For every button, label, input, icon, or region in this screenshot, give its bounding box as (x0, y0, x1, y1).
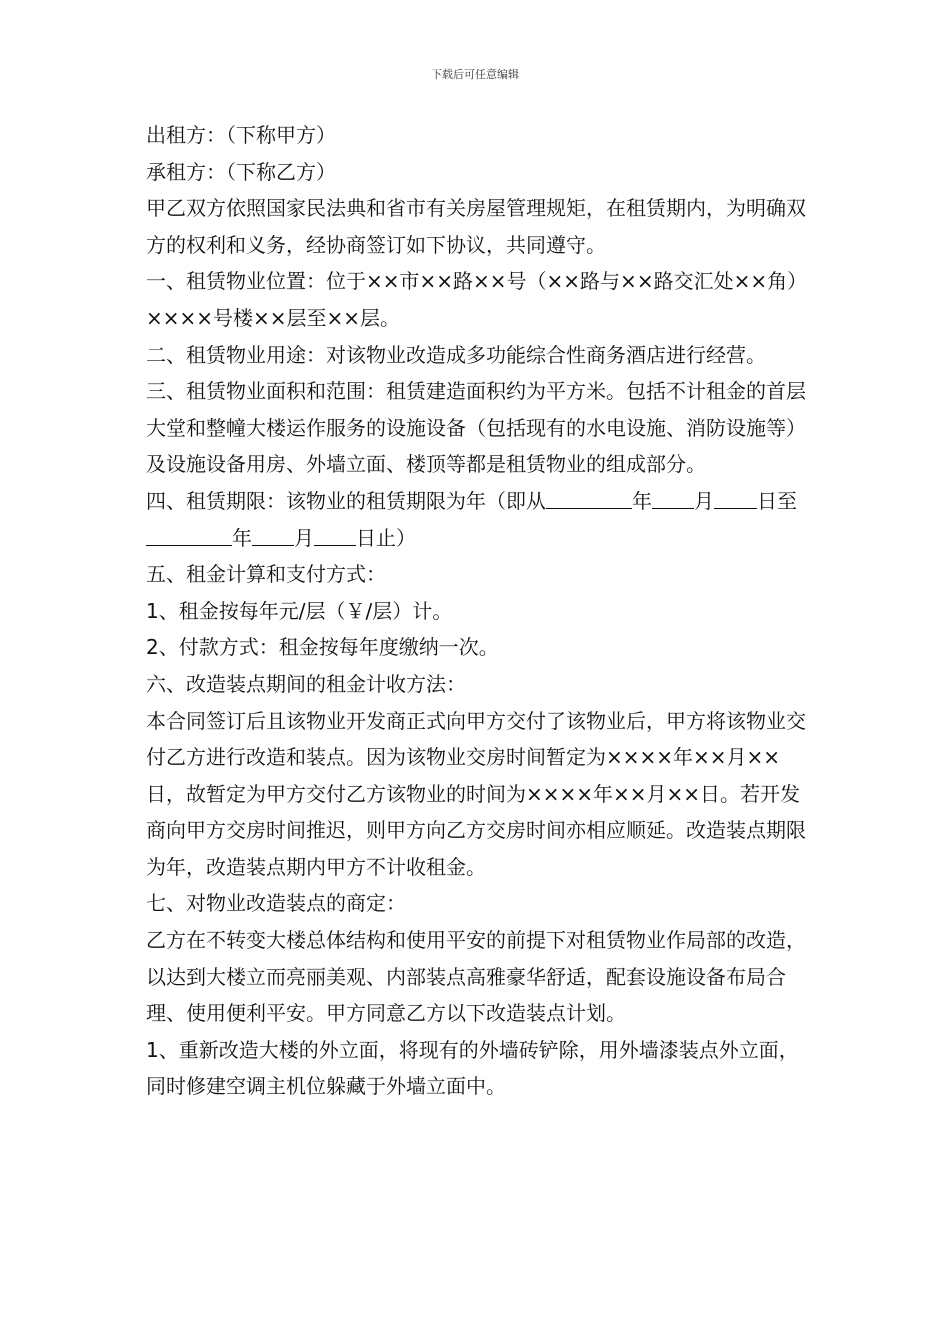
clause-usage: 二、租赁物业用途：对该物业改造成多功能综合性商务酒店进行经营。 (146, 342, 766, 367)
blank-end-month (252, 525, 294, 546)
blank-start-month (652, 488, 694, 509)
contract-body (146, 117, 811, 1105)
clause-term-month2: 月 (294, 525, 314, 550)
intro-paragraph: 甲乙双方依照国家民法典和省市有关房屋管理规矩，在租赁期内，为明确双方的权利和义务，经协商签订如下协议，共同遵守。 (146, 196, 806, 257)
clause-renovation-body: 乙方在不转变大楼总体结构和使用平安的前提下对租赁物业作局部的改造，以达到大楼立而亮丽美观、内部装点高雅豪华舒适，配套设施设备布局合理、使用便利平安。甲方同意乙方以下改造装点计划。 (146, 928, 806, 1026)
blank-end-day (314, 525, 356, 546)
clause-rent-item-1: 1、租金按每年元/层（￥/层）计。 (146, 598, 453, 623)
clause-renovation-rent-title: 六、改造装点期间的租金计收方法： (146, 671, 466, 696)
clause-term-month1: 月 (694, 488, 714, 513)
clause-term-prefix: 四、租赁期限：该物业的租赁期限为年（即从 (146, 488, 546, 513)
clause-rent-title: 五、租金计算和支付方式： (146, 562, 386, 587)
clause-term (146, 483, 811, 556)
clause-renovation-item-1: 1、重新改造大楼的外立面，将现有的外墙砖铲除，用外墙漆装点外立面，同时修建空调主机位躲藏于外墙立面中。 (146, 1037, 799, 1099)
page-header: 下载后可任意编辑 (431, 68, 519, 81)
clause-term-year1: 年 (632, 488, 652, 513)
blank-start-year (546, 488, 632, 509)
lessor-line: 出租方：（下称甲方） (146, 123, 336, 147)
lessee-line: 承租方：（下称乙方） (146, 159, 336, 184)
blank-start-day-b (745, 488, 757, 509)
clause-renovation-rent-body: 本合同签订后且该物业开发商正式向甲方交付了该物业后，甲方将该物业交付乙方进行改造和装点。因为该物业交房时间暂定为××××年××月××日，故暂定为甲方交付乙方该物业的时间为××××年××月××日。若开发商向甲方交房时间推迟，则甲方向乙方交房时间亦相应顺延。改造装点期限为年，改造装点期内甲方不计收租金。 (146, 708, 806, 879)
clause-term-day1: 日至 (757, 488, 797, 513)
clause-location: 一、租赁物业位置：位于××市××路××号（××路与××路交汇处××角）××××号楼××层至××层。 (146, 269, 808, 330)
clause-term-year2: 年 (232, 525, 252, 550)
clause-renovation-title: 七、对物业改造装点的商定： (146, 891, 406, 916)
blank-end-year (146, 525, 232, 546)
clause-rent-item-2: 2、付款方式：租金按每年度缴纳一次。 (146, 635, 499, 660)
clause-term-end: 日止） (356, 525, 416, 550)
blank-start-day-a (714, 488, 745, 509)
clause-area: 三、租赁物业面积和范围：租赁建造面积约为平方米。包括不计租金的首层大堂和整幢大楼运作服务的设施设备（包括现有的水电设施、消防设施等）及设施设备用房、外墙立面、楼顶等都是租赁物业的组成部分。 (146, 379, 806, 477)
